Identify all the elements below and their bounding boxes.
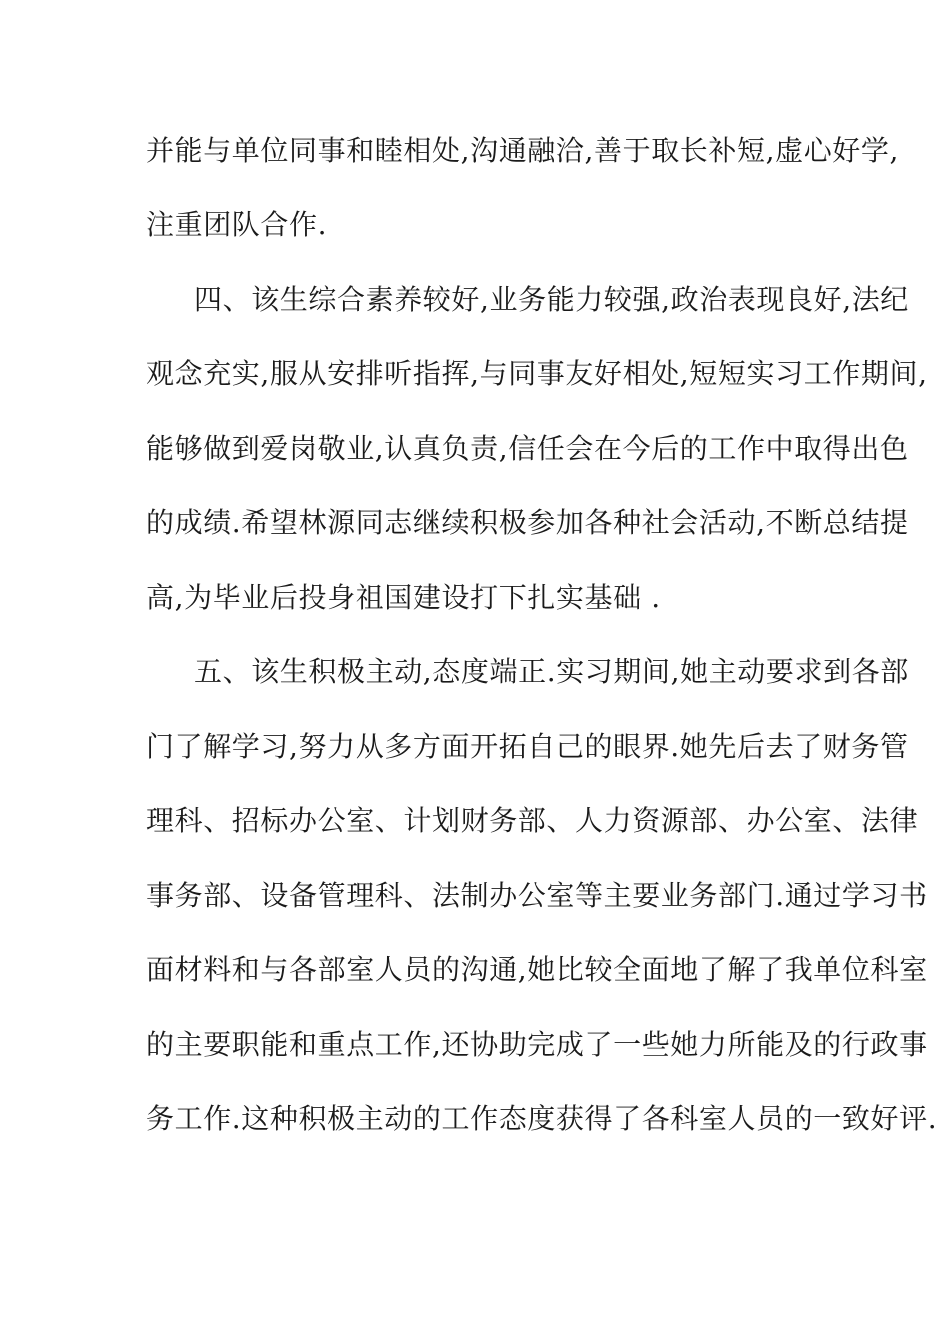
text-line: 的成绩.希望林源同志继续积极参加各种社会活动,不断总结提 [146, 506, 909, 539]
text-line: 门了解学习,努力从多方面开拓自己的眼界.她先后去了财务管 [146, 730, 909, 763]
text-line: 事务部、设备管理科、法制办公室等主要业务部门.通过学习书 [146, 879, 928, 912]
text-line: 务工作.这种积极主动的工作态度获得了各科室人员的一致好评. [146, 1102, 938, 1135]
paragraph-five-start: 五、该生积极主动,态度端正.实习期间,她主动要求到各部 [194, 655, 909, 688]
text-line: 能够做到爱岗敬业,认真负责,信任会在今后的工作中取得出色 [146, 432, 909, 465]
text-line: 并能与单位同事和睦相处,沟通融洽,善于取长补短,虚心好学, [146, 134, 900, 167]
text-line: 观念充实,服从安排听指挥,与同事友好相处,短短实习工作期间, [146, 357, 928, 390]
text-line: 面材料和与各部室人员的沟通,她比较全面地了解了我单位科室 [146, 953, 928, 986]
text-line: 理科、招标办公室、计划财务部、人力资源部、办公室、法律 [146, 804, 919, 837]
text-line: 注重团队合作. [146, 208, 328, 241]
text-line: 高,为毕业后投身祖国建设打下扎实基础 . [146, 581, 661, 614]
text-line: 的主要职能和重点工作,还协助完成了一些她力所能及的行政事 [146, 1028, 928, 1061]
paragraph-four-start: 四、该生综合素养较好,业务能力较强,政治表现良好,法纪 [194, 283, 909, 316]
